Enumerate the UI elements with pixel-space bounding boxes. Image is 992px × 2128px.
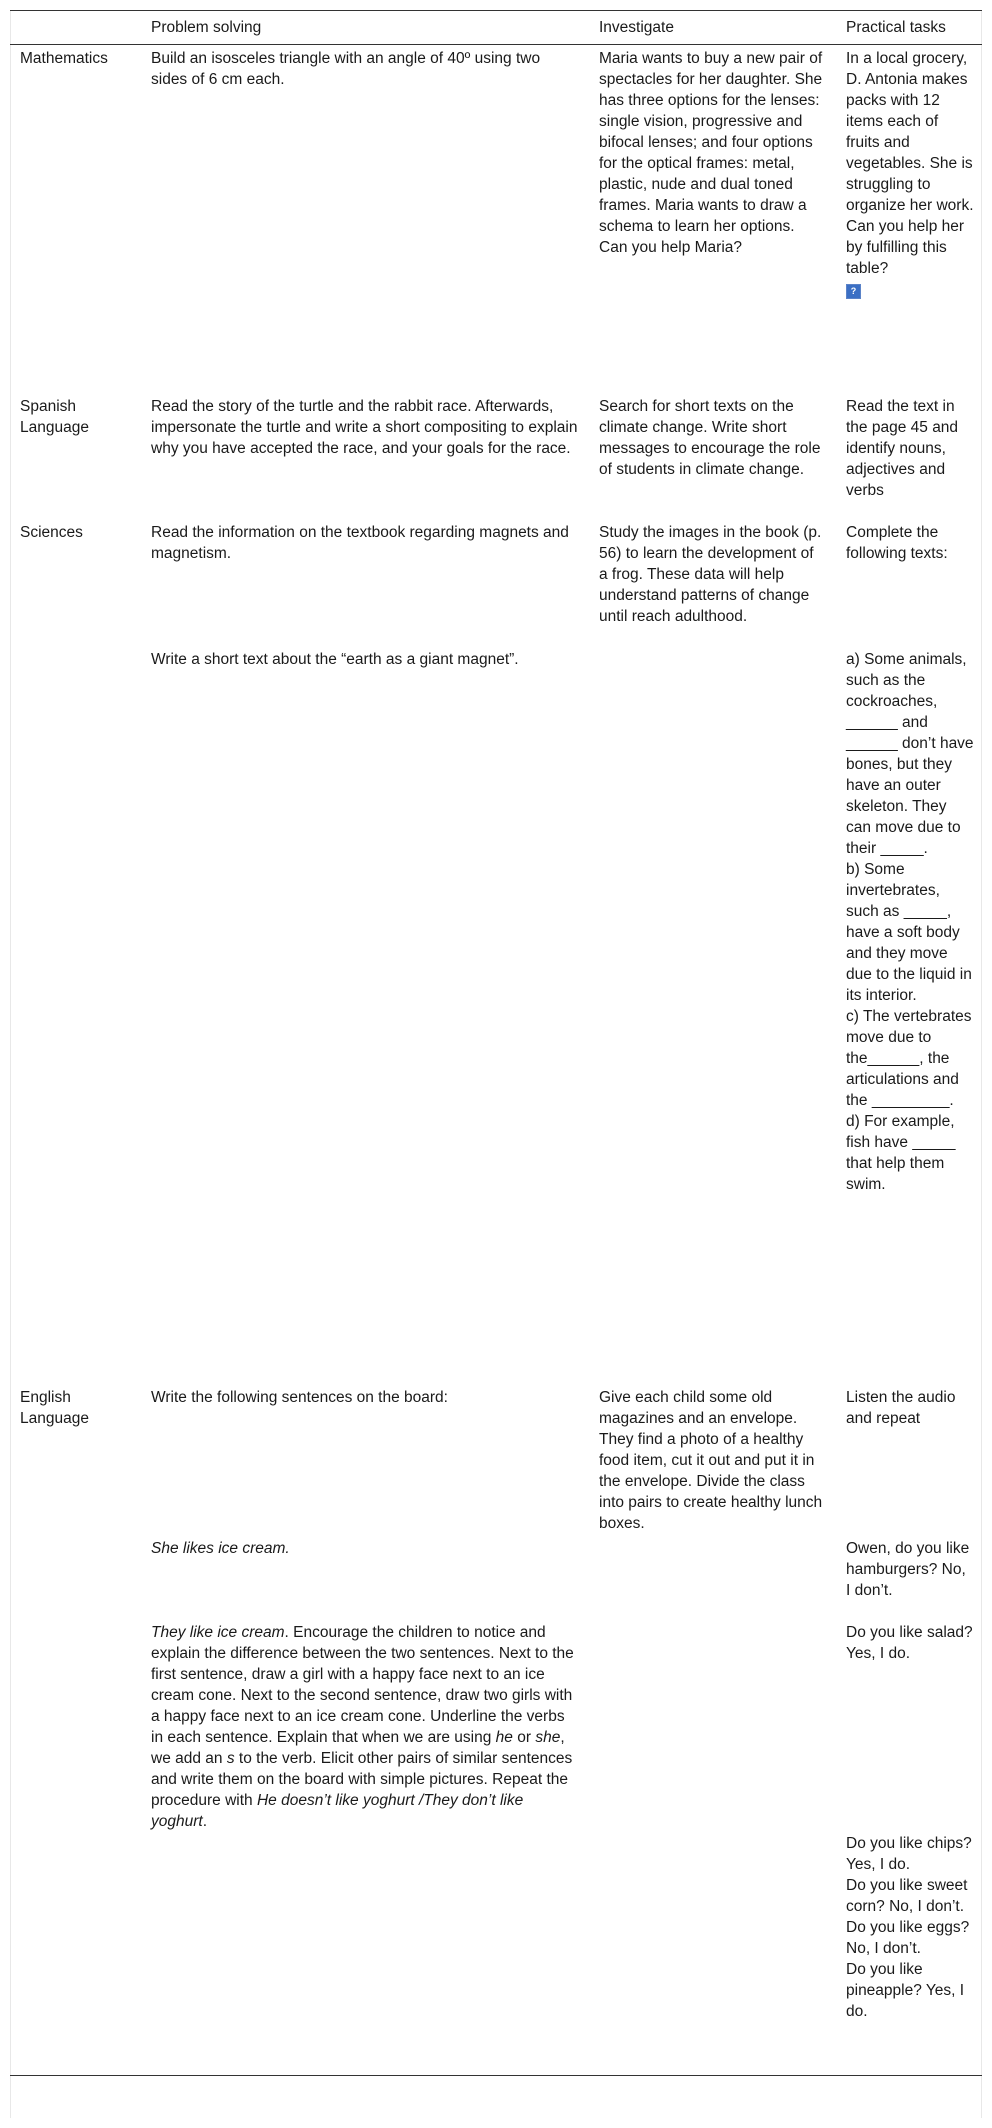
english-practical-eggs: Do you like eggs? No, I don’t. — [846, 1918, 970, 1957]
english-practical-pineapple: Do you like pineapple? Yes, I do. — [846, 1960, 965, 2020]
sciences-practical-c: c) The vertebrates move due to the______, the articulations and the _________. — [846, 1007, 972, 1109]
english-text-period: . — [202, 1812, 208, 1830]
subject-spanish-language: Spanish Language — [20, 397, 89, 436]
english-letter-s: s — [226, 1749, 235, 1767]
empty-cell — [589, 1622, 836, 1833]
english-practical-chips: Do you like chips? Yes, I do. — [846, 1834, 972, 1873]
empty-cell — [589, 1833, 836, 2076]
math-problem-cell: Build an isosceles triangle with an angle of 40º using two sides of 6 cm each. — [151, 50, 541, 88]
english-text-or: or — [512, 1728, 536, 1746]
english-pronoun-she: she — [535, 1728, 561, 1746]
english-sentence-they: They like ice cream — [151, 1623, 285, 1641]
header-subject — [10, 11, 141, 45]
spanish-investigate-cell: Search for short texts on the climate change. Write short messages to encourage the role of students in climate change. — [599, 397, 821, 478]
english-problem-cell-1: Write the following sentences on the board: — [151, 1388, 448, 1406]
table-row — [10, 396, 982, 522]
header-investigate: Investigate — [599, 19, 674, 36]
table-figure-icon[interactable]: ? — [846, 284, 861, 299]
spanish-problem-cell: Read the story of the turtle and the rabbit race. Afterwards, impersonate the turtle and write a short compositing to explain why you have accepted the race, and your goals for the race. — [151, 397, 578, 457]
header-problem-solving: Problem solving — [151, 19, 262, 36]
math-investigate-cell: Maria wants to buy a new pair of spectacles for her daughter. She has three options for the lenses: single vision, progressive and bifocal lenses; and four options for the optical frames: metal, plastic, nude and dual toned frames. Maria wants to draw a schema to learn her options. Can you help Maria? — [599, 50, 823, 256]
subject-sciences: Sciences — [20, 523, 83, 541]
english-sentence-yoghurt: He doesn’t like yoghurt /They don’t like yoghurt — [151, 1791, 524, 1830]
empty-cell — [589, 1538, 836, 1622]
english-practical-cell-4 — [836, 1833, 982, 2076]
table-row — [10, 45, 982, 396]
english-pronoun-he: he — [495, 1728, 513, 1746]
english-practical-cell-2: Owen, do you like hamburgers? No, I don’t. — [846, 1539, 970, 1599]
english-problem-cell-2: She likes ice cream. — [151, 1539, 290, 1557]
math-practical-text: In a local grocery, D. Antonia makes packs with 12 items each of fruits and vegetables. She is struggling to organize her work. Can you help her by fulfilling this table? — [846, 50, 974, 277]
english-investigate-cell: Give each child some old magazines and an envelope. They find a photo of a healthy food item, cut it out and put it in the envelope. Divide the class into pairs to create healthy lunch boxes. — [599, 1388, 823, 1532]
table-row — [10, 1622, 982, 1833]
sciences-problem-cell-1: Read the information on the textbook regarding magnets and magnetism. — [151, 523, 569, 562]
english-instructions-text: . Encourage the children to notice and explain the difference between the two sentences. Next to the first sentence, draw a girl with a happy face next to an ice cream cone. Next to the second sentence, draw two girls with a happy face next to an ice cream cone. Underline the verbs in each sentence. Explain that when we are using — [151, 1623, 574, 1746]
sciences-practical-a: a) Some animals, such as the cockroaches, ______ and ______ don’t have bones, but they have an outer skeleton. They can move due to their _____. — [846, 650, 974, 857]
table-row — [10, 1538, 982, 1622]
subject-english-language: English Language — [20, 1388, 89, 1427]
empty-cell — [10, 649, 141, 1387]
table-row — [10, 1387, 982, 1538]
header-practical-tasks: Practical tasks — [846, 19, 946, 36]
math-practical-cell — [836, 45, 982, 396]
english-practical-sweetcorn: Do you like sweet corn? No, I don’t. — [846, 1876, 968, 1915]
sciences-practical-b: b) Some invertebrates, such as _____, have a soft body and they move due to the liquid in its interior. — [846, 860, 972, 1004]
english-text-add: , we add an — [151, 1728, 565, 1767]
spanish-practical-cell: Read the text in the page 45 and identify nouns, adjectives and verbs — [846, 397, 959, 499]
table-header-row — [10, 11, 982, 45]
sciences-practical-cell-2 — [836, 649, 982, 1387]
sciences-practical-cell-1: Complete the following texts: — [846, 523, 948, 562]
subject-mathematics: Mathematics — [20, 50, 108, 67]
table-row — [10, 522, 982, 649]
empty-cell — [10, 1538, 141, 1622]
table-row — [10, 649, 982, 1387]
empty-cell — [141, 1833, 589, 2076]
empty-cell — [10, 1833, 141, 2076]
table-row — [10, 1833, 982, 2076]
empty-cell — [10, 1622, 141, 1833]
english-practical-cell-1: Listen the audio and repeat — [846, 1388, 956, 1427]
sciences-problem-cell-2: Write a short text about the “earth as a giant magnet”. — [151, 650, 519, 668]
sciences-practical-d: d) For example, fish have _____ that help them swim. — [846, 1112, 956, 1193]
activities-table — [10, 10, 982, 2076]
sciences-investigate-cell: Study the images in the book (p. 56) to learn the development of a frog. These data will help understand patterns of change until reach adulthood. — [599, 523, 822, 625]
english-problem-cell-3 — [141, 1622, 589, 1833]
english-practical-cell-3: Do you like salad? Yes, I do. — [846, 1623, 973, 1662]
english-text-elicit: to the verb. Elicit other pairs of similar sentences and write them on the board with simple pictures. Repeat the procedure with — [151, 1749, 573, 1809]
empty-cell — [589, 649, 836, 1387]
